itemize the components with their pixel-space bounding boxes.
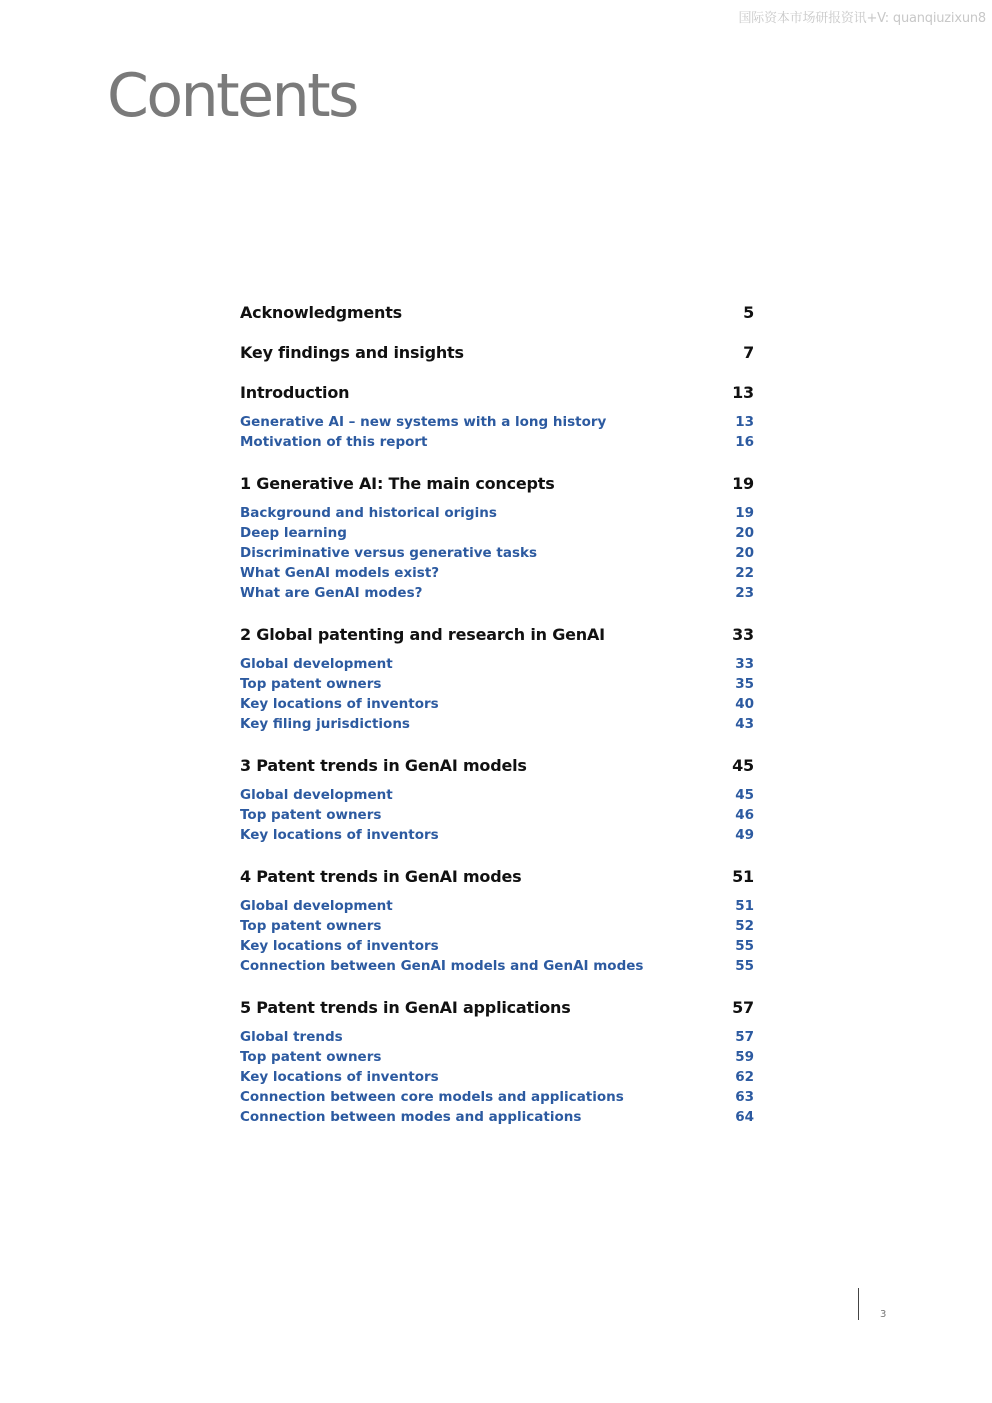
toc-subitem[interactable] — [240, 938, 754, 958]
toc-subitem[interactable] — [240, 807, 754, 827]
toc-subitem-title: Connection between modes and applications — [240, 1109, 582, 1125]
toc-subitem-title: Global development — [240, 656, 393, 672]
toc-subitem-title: Connection between GenAI models and GenAI modes — [240, 958, 644, 974]
toc-section — [240, 625, 754, 736]
toc-subitem-page: 16 — [735, 434, 754, 450]
toc-heading-page: 51 — [732, 867, 754, 886]
toc-subitem-title: Connection between core models and applications — [240, 1089, 624, 1105]
toc-heading[interactable] — [240, 474, 754, 496]
toc-subitems — [240, 787, 754, 847]
toc-subitem[interactable] — [240, 787, 754, 807]
toc-subitem[interactable] — [240, 656, 754, 676]
toc-section — [240, 383, 754, 454]
toc-subitem-page: 55 — [735, 938, 754, 954]
toc-subitem-title: Top patent owners — [240, 676, 382, 692]
toc-section — [240, 998, 754, 1129]
toc-subitem-title: Top patent owners — [240, 807, 382, 823]
toc-heading[interactable] — [240, 756, 754, 778]
toc-subitem-title: Key filing jurisdictions — [240, 716, 410, 732]
toc-subitem[interactable] — [240, 1029, 754, 1049]
toc-subitem-page: 59 — [735, 1049, 754, 1065]
toc-heading[interactable] — [240, 343, 754, 365]
toc-subitem[interactable] — [240, 1109, 754, 1129]
toc-subitem[interactable] — [240, 565, 754, 585]
toc-section — [240, 474, 754, 605]
toc-subitem-title: Background and historical origins — [240, 505, 497, 521]
toc-heading-title: Acknowledgments — [240, 303, 403, 322]
toc-heading-page: 33 — [732, 625, 754, 644]
toc-subitem[interactable] — [240, 585, 754, 605]
toc-subitems — [240, 1029, 754, 1129]
toc-heading-title: 1 Generative AI: The main concepts — [240, 474, 555, 493]
toc-subitem-title: Global trends — [240, 1029, 343, 1045]
toc-subitem-page: 20 — [735, 525, 754, 541]
toc-subitem[interactable] — [240, 525, 754, 545]
table-of-contents — [240, 303, 754, 1149]
toc-heading-page: 5 — [743, 303, 754, 322]
toc-heading-page: 45 — [732, 756, 754, 775]
toc-subitem-page: 40 — [735, 696, 754, 712]
toc-heading-page: 57 — [732, 998, 754, 1017]
toc-subitem-page: 33 — [735, 656, 754, 672]
toc-heading-title: Introduction — [240, 383, 350, 402]
toc-subitems — [240, 656, 754, 736]
toc-heading-page: 19 — [732, 474, 754, 493]
toc-subitem-title: Discriminative versus generative tasks — [240, 545, 538, 561]
page-number: 3 — [880, 1309, 887, 1320]
toc-subitem-title: Top patent owners — [240, 1049, 382, 1065]
toc-subitem[interactable] — [240, 434, 754, 454]
toc-subitems — [240, 505, 754, 605]
toc-subitem[interactable] — [240, 545, 754, 565]
toc-subitem-title: Key locations of inventors — [240, 938, 439, 954]
toc-subitem[interactable] — [240, 1069, 754, 1089]
toc-subitem[interactable] — [240, 898, 754, 918]
footer-divider — [858, 1288, 859, 1320]
toc-subitem[interactable] — [240, 827, 754, 847]
toc-heading-page: 13 — [732, 383, 754, 402]
page-title: Contents — [107, 61, 357, 131]
toc-subitem-page: 22 — [735, 565, 754, 581]
toc-heading-title: Key findings and insights — [240, 343, 464, 362]
toc-subitem-page: 23 — [735, 585, 754, 601]
toc-subitem-page: 19 — [735, 505, 754, 521]
toc-subitems — [240, 898, 754, 978]
toc-heading[interactable] — [240, 998, 754, 1020]
toc-subitem-page: 63 — [735, 1089, 754, 1105]
toc-subitem-title: Top patent owners — [240, 918, 382, 934]
toc-section — [240, 303, 754, 325]
toc-subitem-page: 20 — [735, 545, 754, 561]
toc-subitem-page: 62 — [735, 1069, 754, 1085]
toc-section — [240, 867, 754, 978]
toc-subitem[interactable] — [240, 505, 754, 525]
toc-subitem[interactable] — [240, 414, 754, 434]
toc-subitem[interactable] — [240, 676, 754, 696]
toc-subitem[interactable] — [240, 1049, 754, 1069]
toc-subitem-title: Deep learning — [240, 525, 347, 541]
toc-subitem-page: 43 — [735, 716, 754, 732]
toc-subitem[interactable] — [240, 958, 754, 978]
watermark-text: 国际资本市场研报资讯+V: quanqiuzixun8 — [738, 11, 986, 26]
toc-subitem-page: 52 — [735, 918, 754, 934]
toc-subitem-page: 49 — [735, 827, 754, 843]
toc-subitem-page: 64 — [735, 1109, 754, 1125]
toc-heading[interactable] — [240, 303, 754, 325]
toc-subitems — [240, 414, 754, 454]
toc-subitem-page: 45 — [735, 787, 754, 803]
toc-subitem-page: 55 — [735, 958, 754, 974]
toc-subitem-page: 46 — [735, 807, 754, 823]
toc-subitem-title: Generative AI – new systems with a long history — [240, 414, 607, 430]
toc-heading-title: 3 Patent trends in GenAI models — [240, 756, 527, 775]
toc-subitem[interactable] — [240, 1089, 754, 1109]
toc-subitem-title: Key locations of inventors — [240, 1069, 439, 1085]
toc-subitem-page: 13 — [735, 414, 754, 430]
toc-heading-title: 2 Global patenting and research in GenAI — [240, 625, 605, 644]
toc-subitem-title: What GenAI models exist? — [240, 565, 440, 581]
toc-subitem-title: Key locations of inventors — [240, 827, 439, 843]
toc-subitem-page: 57 — [735, 1029, 754, 1045]
toc-heading-title: 5 Patent trends in GenAI applications — [240, 998, 571, 1017]
toc-subitem-title: Motivation of this report — [240, 434, 428, 450]
toc-heading[interactable] — [240, 625, 754, 647]
toc-subitem-title: Global development — [240, 787, 393, 803]
toc-subitem-title: What are GenAI modes? — [240, 585, 423, 601]
toc-subitem-title: Key locations of inventors — [240, 696, 439, 712]
toc-subitem-page: 51 — [735, 898, 754, 914]
toc-subitem[interactable] — [240, 716, 754, 736]
toc-subitem-title: Global development — [240, 898, 393, 914]
toc-heading-title: 4 Patent trends in GenAI modes — [240, 867, 522, 886]
toc-heading[interactable] — [240, 867, 754, 889]
toc-section — [240, 756, 754, 847]
toc-subitem[interactable] — [240, 918, 754, 938]
toc-section — [240, 343, 754, 365]
toc-heading-page: 7 — [743, 343, 754, 362]
toc-subitem[interactable] — [240, 696, 754, 716]
toc-heading[interactable] — [240, 383, 754, 405]
toc-subitem-page: 35 — [735, 676, 754, 692]
